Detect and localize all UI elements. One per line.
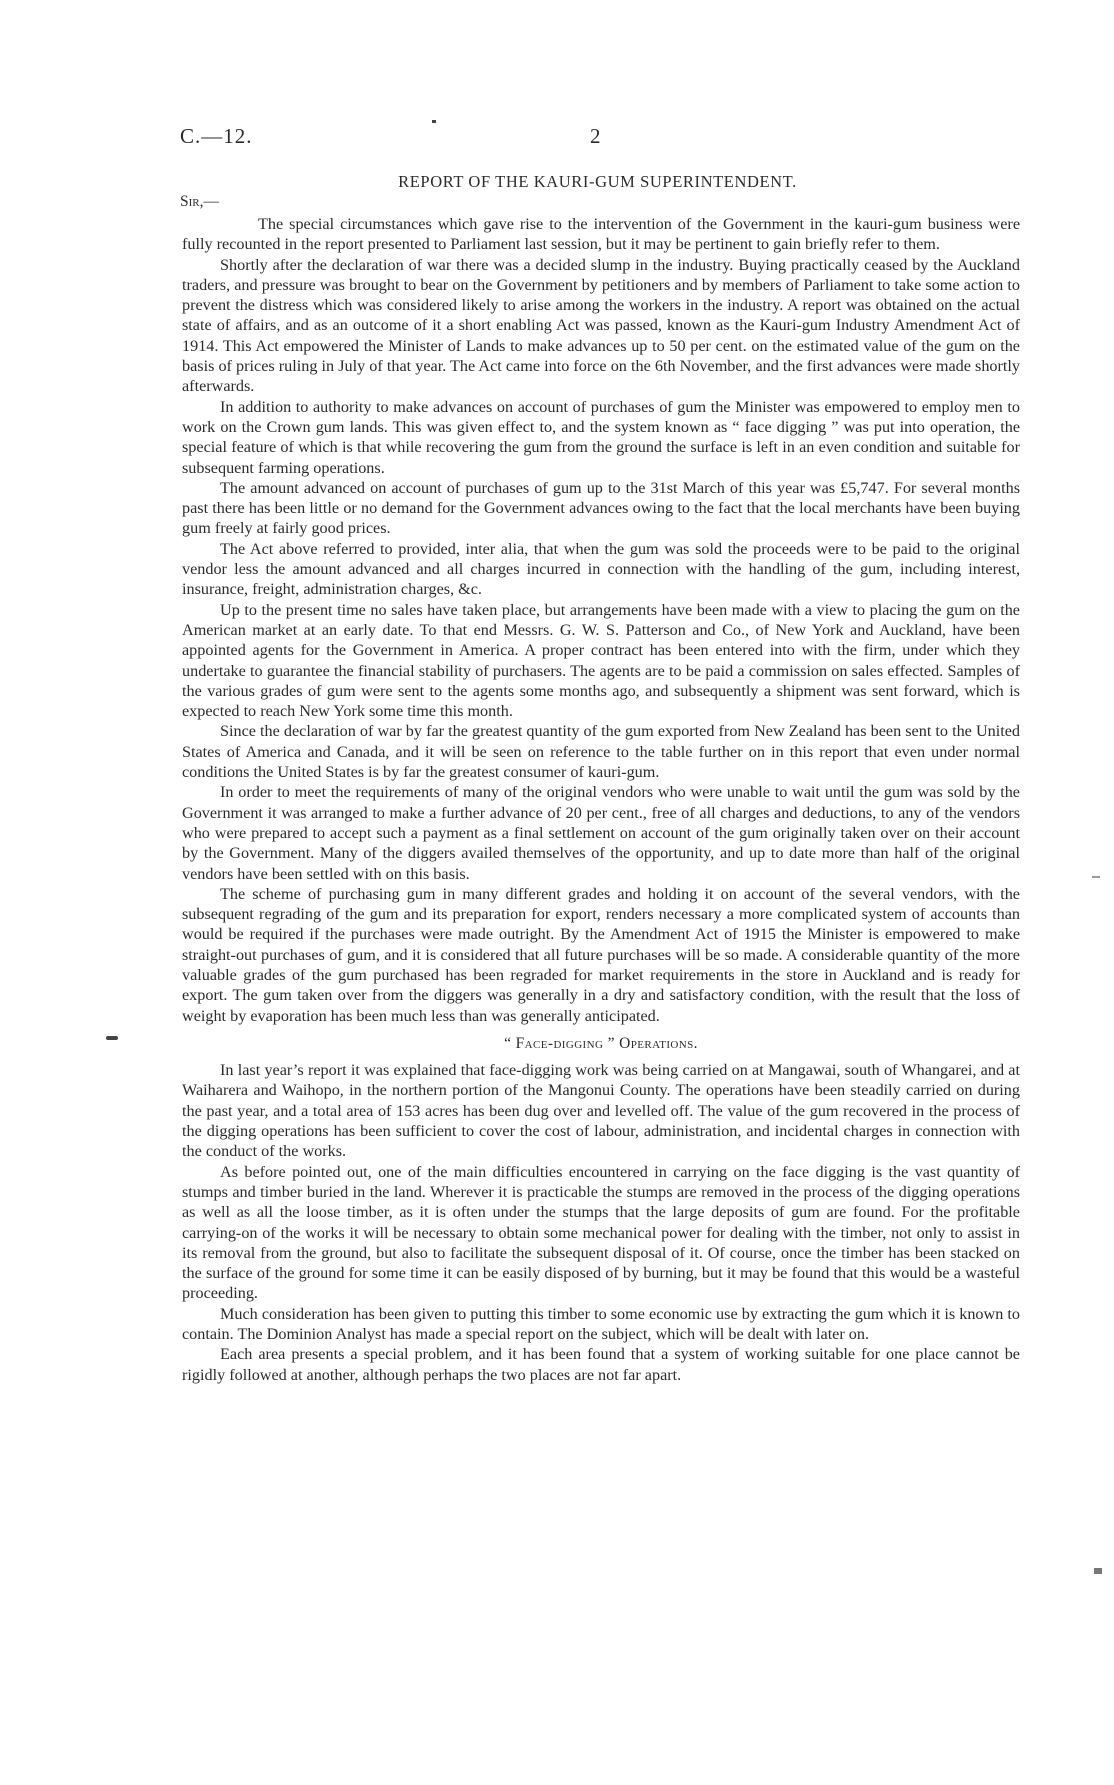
paragraph: Each area presents a special problem, and it has been found that a system of working suitable for one place cannot be rigidly followed at another, although perhaps the two places are not far apart. [182, 1345, 1020, 1384]
paragraph: In last year’s report it was explained that face-digging work was being carried on at Mangawai, south of Whangarei, and at Waiharera and Waihopo, in the northern portion of the Mangonui County. The operations have been steadily carried on during the past year, and a total area of 153 acres has been dug over and levelled off. The value of the gum recovered in the process of the digging operations has been sufficient to cover the cost of labour, administration, and incidental charges in connection with the conduct of the works. [182, 1061, 1020, 1161]
report-title: REPORT OF THE KAURI-GUM SUPERINTENDENT. [398, 172, 797, 191]
scan-speck [1092, 876, 1100, 878]
paragraph: The special circumstances which gave rise to the intervention of the Government in the kauri-gum business were fully recounted in the report presented to Parliament last session, but it may be pertinent to gain briefly refer to them. [182, 215, 1020, 254]
paragraph: The amount advanced on account of purchases of gum up to the 31st March of this year was £5,747. For several months past there has been little or no demand for the Government advances owing to the fact that the local merchants have been buying gum freely at fairly good prices. [182, 478, 1020, 538]
section-heading: “ Face-digging ” Operations. [504, 1034, 698, 1052]
scan-speck [432, 120, 436, 123]
paragraph: Shortly after the declaration of war there was a decided slump in the industry. Buying practically ceased by the Auckland traders, and pressure was brought to bear on the Government by petitioners and by members of Parliament to take some action to prevent the distress which was considered likely to arise among the workers in the industry. A report was obtained on the actual state of affairs, and as an outcome of it a short enabling Act was passed, known as the Kauri-gum Industry Amendment Act of 1914. This Act empowered the Minister of Lands to make advances up to 50 per cent. on the estimated value of the gum on the basis of prices ruling in July of that year. The Act came into force on the 6th November, and the first advances were made shortly afterwards. [182, 255, 1020, 396]
scan-speck [1094, 1568, 1102, 1574]
page-number: 2 [590, 124, 601, 148]
paragraph: In addition to authority to make advances on account of purchases of gum the Minister was empowered to employ men to work on the Crown gum lands. This was given effect to, and the system known as “ face digging ” was put into operation, the special feature of which is that while recovering the gum from the ground the surface is left in an even condition and suitable for subsequent farming operations. [182, 397, 1020, 477]
paragraph: In order to meet the requirements of many of the original vendors who were unable to wait until the gum was sold by the Government it was arranged to make a further advance of 20 per cent., free of all charges and deductions, to any of the vendors who were prepared to accept such a payment as a final settlement on account of the gum originally taken over on their account by the Government. Many of the diggers availed themselves of the opportunity, and up to date more than half of the original vendors have been settled with on this basis. [182, 783, 1020, 883]
paragraph: Up to the present time no sales have taken place, but arrangements have been made with a view to placing the gum on the American market at an early date. To that end Messrs. G. W. S. Patterson and Co., of New York and Auckland, have been appointed agents for the Government in America. A proper contract has been entered into with the firm, under which they undertake to guarantee the financial stability of purchasers. The agents are to be paid a commission on sales effected. Samples of the various grades of gum were sent to the agents some months ago, and subsequently a shipment was sent forward, which is expected to reach New York some time this month. [182, 600, 1020, 721]
paragraph: The Act above referred to provided, inter alia, that when the gum was sold the proceeds were to be paid to the original vendor less the amount advanced and all charges incurred in connection with the handling of the gum, including interest, insurance, freight, administration charges, &c. [182, 539, 1020, 599]
paragraph: Since the declaration of war by far the greatest quantity of the gum exported from New Zealand has been sent to the United States of America and Canada, and it will be seen on reference to the table further on in this report that even under normal conditions the United States is by far the greatest consumer of kauri-gum. [182, 722, 1020, 782]
salutation: Sir,— [180, 193, 219, 210]
scan-speck [106, 1036, 118, 1040]
paragraph: Much consideration has been given to putting this timber to some economic use by extracting the gum which it is known to contain. The Dominion Analyst has made a special report on the subject, which will be dealt with later on. [182, 1304, 1020, 1344]
page-reference: C.—12. [180, 124, 253, 148]
report-body [182, 214, 1020, 1385]
paragraph: The scheme of purchasing gum in many different grades and holding it on account of the several vendors, with the subsequent regrading of the gum and its preparation for export, renders necessary a more complicated system of accounts than would be required if the purchases were made outright. By the Amendment Act of 1915 the Minister is empowered to make straight-out purchases of gum, and it is considered that all future purchases will be so made. A considerable quantity of the more valuable grades of the gum purchased has been regraded for market requirements in the store in Auckland and is ready for export. The gum taken over from the diggers was generally in a dry and satisfactory condition, with the result that the loss of weight by evaporation has been much less than was generally anticipated. [182, 884, 1020, 1025]
paragraph: As before pointed out, one of the main difficulties encountered in carrying on the face digging is the vast quantity of stumps and timber buried in the land. Wherever it is practicable the stumps are removed in the process of the digging operations as well as all the loose timber, as it is often under the stumps that the large deposits of gum are found. For the profitable carrying-on of the works it will be necessary to obtain some mechanical power for dealing with the timber, not only to assist in its removal from the ground, but also to facilitate the subsequent disposal of it. Of course, once the timber has been stacked on the surface of the ground for some time it can be easily disposed of by burning, but it may be found that this would be a wasteful proceeding. [182, 1162, 1020, 1303]
